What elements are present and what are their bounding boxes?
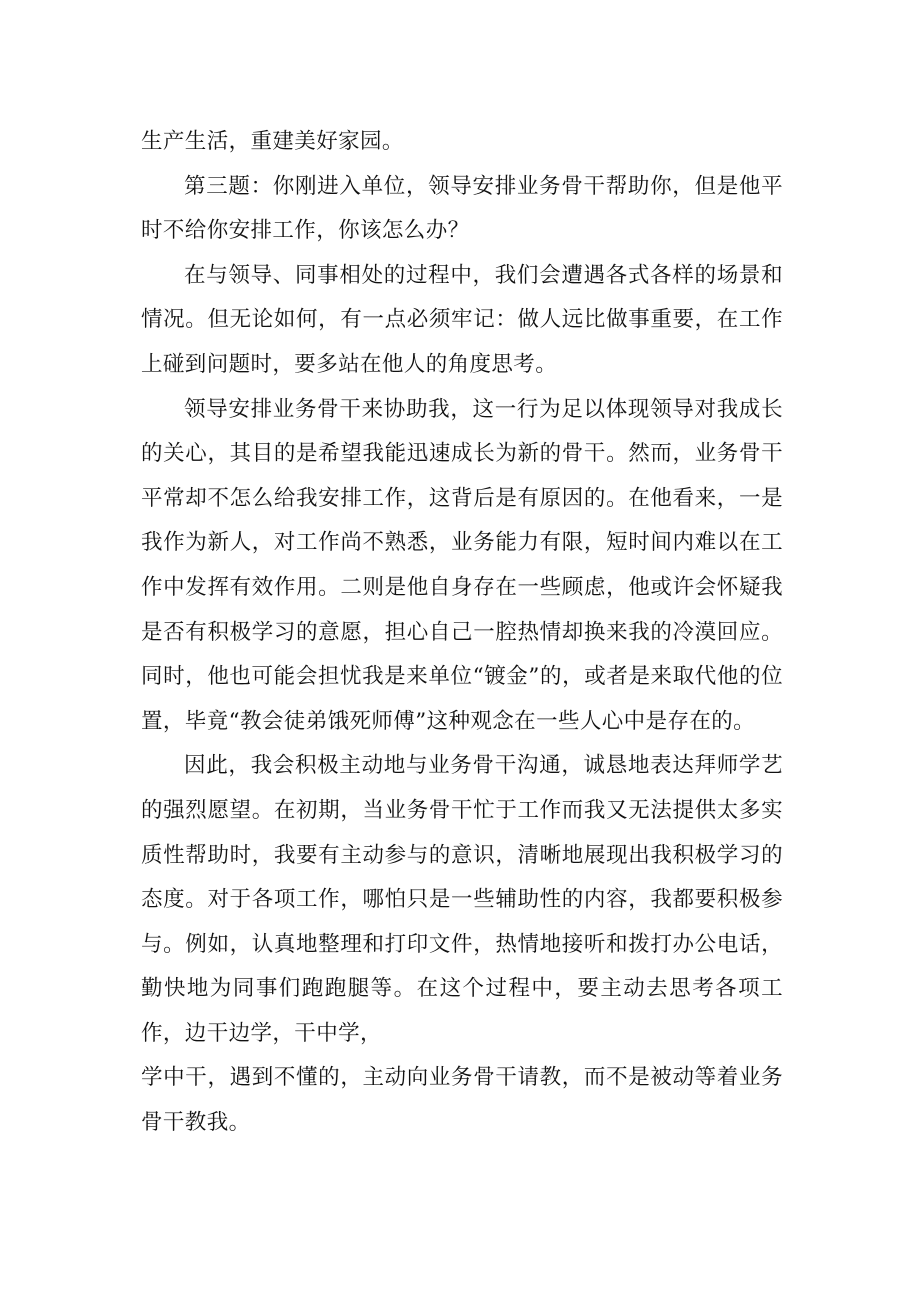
paragraph-intro: 在与领导、同事相处的过程中，我们会遭遇各式各样的场景和情况。但无论如何，有一点必须牢记：做人远比做事重要，在工作上碰到问题时，要多站在他人的角度思考。 (141, 262, 783, 377)
paragraph-action-continued: 学中干，遇到不懂的，主动向业务骨干请教，而不是被动等着业务骨干教我。 (141, 1065, 783, 1136)
paragraph-action: 因此，我会积极主动地与业务骨干沟通，诚恳地表达拜师学艺的强烈愿望。在初期，当业务骨干忙于工作而我又无法提供太多实质性帮助时，我要有主动参与的意识，清晰地展现出我积极学习的态度。对于各项工作，哪怕只是一些辅助性的内容，我都要积极参与。例如，认真地整理和打印文件，热情地接听和拨打办公电话，勤快地为同事们跑跑腿等。在这个过程中，要主动去思考各项工作，边干边学，干中学， (141, 753, 783, 1046)
paragraph-continuation: 生产生活，重建美好家园。 (141, 129, 404, 154)
paragraph-question-3: 第三题：你刚进入单位，领导安排业务骨干帮助你，但是他平时不给你安排工作，你该怎么办？ (141, 173, 783, 244)
paragraph-analysis: 领导安排业务骨干来协助我，这一行为足以体现领导对我成长的关心，其目的是希望我能迅速成长为新的骨干。然而，业务骨干平常却不怎么给我安排工作，这背后是有原因的。在他看来，一是我作为新人，对工作尚不熟悉，业务能力有限，短时间内难以在工作中发挥有效作用。二则是他自身存在一些顾虑，他或许会怀疑我是否有积极学习的意愿，担心自己一腔热情却换来我的冷漠回应。同时，他也可能会担忧我是来单位“镀金”的，或者是来取代他的位置，毕竟“教会徒弟饿死师傅”这种观念在一些人心中是存在的。 (141, 396, 783, 734)
document-body (141, 120, 783, 1146)
